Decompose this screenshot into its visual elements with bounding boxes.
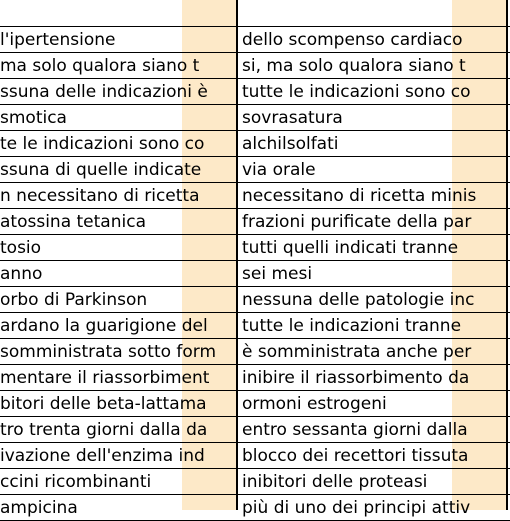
cell-col-a[interactable]: orbo di Parkinson — [0, 290, 148, 310]
cell-col-b[interactable]: via orale — [242, 160, 316, 180]
column-divider — [236, 0, 238, 510]
cell-col-b[interactable]: inibire il riassorbimento da — [242, 368, 470, 388]
cell-col-a[interactable]: atossina tetanica — [0, 212, 146, 232]
cell-col-b[interactable]: blocco dei recettori tissuta — [242, 446, 469, 466]
cell-col-b[interactable]: sei mesi — [242, 264, 313, 284]
cell-col-b[interactable]: ormoni estrogeni — [242, 394, 387, 414]
cell-col-a[interactable]: somministrata sotto form — [0, 342, 217, 362]
cell-col-b[interactable]: necessitano di ricetta minis — [242, 186, 477, 206]
cell-col-a[interactable]: tro trenta giorni dalla da — [0, 420, 208, 440]
cell-col-a[interactable]: n necessitano di ricetta — [0, 186, 200, 206]
cell-col-b[interactable]: tutti quelli indicati tranne — [242, 238, 459, 258]
cell-col-a[interactable]: anno — [0, 264, 43, 284]
cell-col-b[interactable]: entro sessanta giorni dalla — [242, 420, 468, 440]
column-divider — [506, 0, 508, 510]
cell-col-b[interactable]: si, ma solo qualora siano t — [242, 56, 466, 76]
cell-col-b[interactable]: alchilsolfati — [242, 134, 339, 154]
cell-col-b[interactable]: è somministrata anche per — [242, 342, 472, 362]
cell-col-a[interactable]: ssuna delle indicazioni è — [0, 82, 208, 102]
cell-col-b[interactable]: sovrasatura — [242, 108, 343, 128]
cell-col-a[interactable]: ardano la guarigione del — [0, 316, 208, 336]
cell-col-a[interactable]: ampicina — [0, 498, 78, 518]
cell-col-a[interactable]: mentare il riassorbiment — [0, 368, 210, 388]
cell-col-b[interactable]: dello scompenso cardiaco — [242, 30, 463, 50]
cell-col-b[interactable]: nessuna delle patologie inc — [242, 290, 475, 310]
cell-col-a[interactable]: ma solo qualora siano t — [0, 56, 200, 76]
cell-col-a[interactable]: tosio — [0, 238, 42, 258]
cell-col-a[interactable]: smotica — [0, 108, 67, 128]
cell-col-a[interactable]: ivazione dell'enzima ind — [0, 446, 205, 466]
cell-col-a[interactable]: ssuna di quelle indicate — [0, 160, 202, 180]
cell-col-a[interactable]: ccini ricombinanti — [0, 472, 152, 492]
cell-col-b[interactable]: tutte le indicazioni sono co — [242, 82, 471, 102]
cell-col-b[interactable]: frazioni purificate della par — [242, 212, 472, 232]
cell-col-a[interactable]: bitori delle beta-lattama — [0, 394, 207, 414]
cell-col-a[interactable]: l'ipertensione — [0, 30, 116, 50]
cell-col-b[interactable]: tutte le indicazioni tranne — [242, 316, 462, 336]
cell-col-b[interactable]: inibitori delle proteasi — [242, 472, 428, 492]
cell-col-a[interactable]: te le indicazioni sono co — [0, 134, 205, 154]
cell-col-b[interactable]: più di uno dei principi attiv — [242, 498, 471, 518]
